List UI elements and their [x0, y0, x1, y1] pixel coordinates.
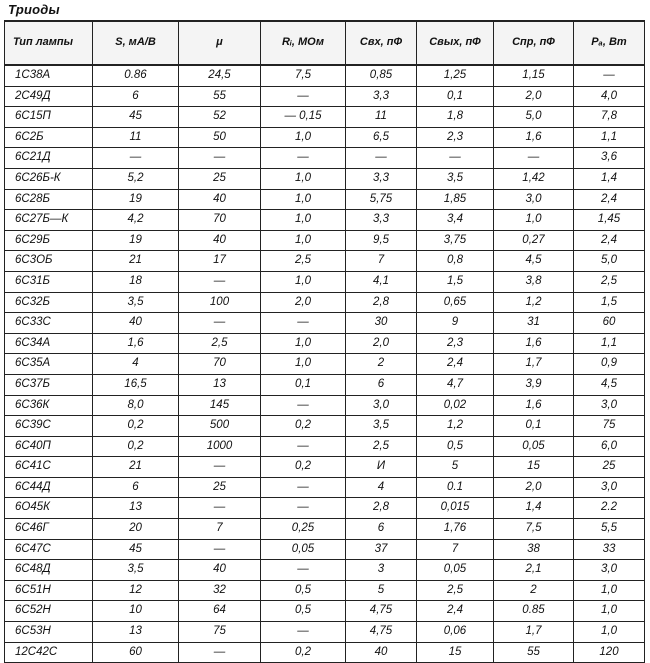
table-cell: 1,6 — [494, 395, 574, 416]
lamp-type-cell: 6С48Д — [5, 560, 93, 581]
lamp-type-cell: 6С47С — [5, 539, 93, 560]
table-cell: 2,4 — [417, 601, 494, 622]
table-row — [5, 292, 645, 313]
table-cell: — — [261, 622, 346, 643]
table-cell: 1000 — [179, 436, 261, 457]
table-cell: 16,5 — [93, 374, 179, 395]
table-cell: 3,9 — [494, 374, 574, 395]
lamp-type-cell: 6С44Д — [5, 477, 93, 498]
header-row — [5, 21, 645, 65]
table-cell: 45 — [93, 107, 179, 128]
table-row — [5, 395, 645, 416]
table-cell: 13 — [93, 498, 179, 519]
table-cell: 25 — [574, 457, 645, 478]
table-cell: 60 — [93, 642, 179, 663]
table-cell: 1,0 — [261, 333, 346, 354]
table-cell: 4,1 — [346, 271, 417, 292]
table-cell: 50 — [179, 127, 261, 148]
table-cell: 11 — [346, 107, 417, 128]
table-cell: — — [261, 477, 346, 498]
table-cell: 2,5 — [574, 271, 645, 292]
table-cell: 4,5 — [574, 374, 645, 395]
table-cell: 9,5 — [346, 230, 417, 251]
table-cell: 0,02 — [417, 395, 494, 416]
table-cell: 0,1 — [417, 86, 494, 107]
table-cell: — 0,15 — [261, 107, 346, 128]
table-cell: — — [261, 148, 346, 169]
table-cell: 1,5 — [417, 271, 494, 292]
table-cell: 1,45 — [574, 210, 645, 231]
table-cell: 2,8 — [346, 292, 417, 313]
table-cell: 1,6 — [494, 333, 574, 354]
table-cell: 1,0 — [261, 271, 346, 292]
table-row — [5, 477, 645, 498]
lamp-type-cell: 6С31Б — [5, 271, 93, 292]
table-cell: 0.86 — [93, 65, 179, 86]
table-cell: 4,0 — [574, 86, 645, 107]
table-cell: 1,0 — [574, 622, 645, 643]
table-cell: — — [261, 86, 346, 107]
table-cell: 1,2 — [494, 292, 574, 313]
table-cell: 0,5 — [261, 580, 346, 601]
table-cell: 75 — [179, 622, 261, 643]
table-row — [5, 642, 645, 663]
lamp-type-cell: 6С21Д — [5, 148, 93, 169]
table-cell: 5,0 — [494, 107, 574, 128]
table-cell: 5,75 — [346, 189, 417, 210]
table-cell: 40 — [179, 560, 261, 581]
table-cell: 38 — [494, 539, 574, 560]
table-cell: 0,27 — [494, 230, 574, 251]
table-cell: 1,85 — [417, 189, 494, 210]
lamp-type-cell: 6С39С — [5, 416, 93, 437]
table-cell: 1,5 — [574, 292, 645, 313]
table-cell: 19 — [93, 189, 179, 210]
table-cell: 2,1 — [494, 560, 574, 581]
column-header: μ — [179, 21, 261, 65]
table-cell: 500 — [179, 416, 261, 437]
lamp-type-cell: 6С2Б — [5, 127, 93, 148]
table-cell: 7 — [346, 251, 417, 272]
table-cell: 2,0 — [494, 477, 574, 498]
table-cell: 2,4 — [574, 189, 645, 210]
lamp-type-cell: 6О45К — [5, 498, 93, 519]
table-cell: 1,0 — [261, 168, 346, 189]
table-cell: 1,7 — [494, 622, 574, 643]
lamp-type-cell: 6С40П — [5, 436, 93, 457]
table-cell: 1,0 — [261, 230, 346, 251]
lamp-type-cell: 1С38А — [5, 65, 93, 86]
table-cell: — — [179, 457, 261, 478]
table-cell: — — [93, 148, 179, 169]
table-cell: — — [179, 313, 261, 334]
table-cell: — — [417, 148, 494, 169]
lamp-type-cell: 6С15П — [5, 107, 93, 128]
table-cell: 40 — [93, 313, 179, 334]
table-cell: 64 — [179, 601, 261, 622]
table-cell: 6 — [346, 374, 417, 395]
table-row — [5, 539, 645, 560]
table-cell: 0.1 — [417, 477, 494, 498]
table-cell: 31 — [494, 313, 574, 334]
table-cell: 2,5 — [261, 251, 346, 272]
table-cell: 1,76 — [417, 519, 494, 540]
table-cell: 1,0 — [261, 354, 346, 375]
table-cell: 0,05 — [417, 560, 494, 581]
column-header: Тип лампы — [5, 21, 93, 65]
table-row — [5, 271, 645, 292]
table-cell: 3,0 — [494, 189, 574, 210]
table-cell: — — [179, 642, 261, 663]
table-cell: 11 — [93, 127, 179, 148]
lamp-type-cell: 6С27Б—К — [5, 210, 93, 231]
table-row — [5, 374, 645, 395]
table-cell: 0,5 — [261, 601, 346, 622]
column-header: Cвых, пФ — [417, 21, 494, 65]
table-cell: 5,0 — [574, 251, 645, 272]
table-cell: 2,4 — [574, 230, 645, 251]
table-cell: 7 — [417, 539, 494, 560]
lamp-type-cell: 6С32Б — [5, 292, 93, 313]
table-cell: 1,4 — [494, 498, 574, 519]
table-cell: И — [346, 457, 417, 478]
table-cell: 2,3 — [417, 127, 494, 148]
table-cell: 3,75 — [417, 230, 494, 251]
lamp-type-cell: 6С3ОБ — [5, 251, 93, 272]
table-row — [5, 601, 645, 622]
lamp-type-cell: 6С41С — [5, 457, 93, 478]
lamp-type-cell: 6С26Б-К — [5, 168, 93, 189]
table-cell: 0,85 — [346, 65, 417, 86]
table-cell: 24,5 — [179, 65, 261, 86]
table-cell: 4,7 — [417, 374, 494, 395]
table-cell: 3,8 — [494, 271, 574, 292]
table-cell: 7,5 — [494, 519, 574, 540]
table-cell: 0,8 — [417, 251, 494, 272]
table-cell: 3,6 — [574, 148, 645, 169]
lamp-type-cell: 6С46Г — [5, 519, 93, 540]
lamp-type-cell: 6С36К — [5, 395, 93, 416]
table-cell: 2,8 — [346, 498, 417, 519]
table-row — [5, 127, 645, 148]
lamp-type-cell: 2С49Д — [5, 86, 93, 107]
table-cell: 0,2 — [93, 436, 179, 457]
table-cell: 0,5 — [417, 436, 494, 457]
table-cell: 1,6 — [93, 333, 179, 354]
table-cell: 0,2 — [261, 416, 346, 437]
table-row — [5, 622, 645, 643]
table-cell: 145 — [179, 395, 261, 416]
column-header: Cпр, пФ — [494, 21, 574, 65]
table-cell: 40 — [346, 642, 417, 663]
table-cell: 3,0 — [346, 395, 417, 416]
table-cell: 2.2 — [574, 498, 645, 519]
table-cell: 0,2 — [261, 457, 346, 478]
table-cell: — — [179, 539, 261, 560]
table-cell: 0,25 — [261, 519, 346, 540]
table-cell: 7 — [179, 519, 261, 540]
table-cell: 6,0 — [574, 436, 645, 457]
table-cell: 55 — [494, 642, 574, 663]
table-cell: 1,1 — [574, 127, 645, 148]
table-row — [5, 168, 645, 189]
table-cell: 0,9 — [574, 354, 645, 375]
table-cell: 1,1 — [574, 333, 645, 354]
table-row — [5, 519, 645, 540]
table-cell: — — [261, 498, 346, 519]
table-cell: 1,0 — [261, 210, 346, 231]
table-cell: 1,0 — [261, 127, 346, 148]
table-cell: 3,5 — [346, 416, 417, 437]
table-cell: 1,25 — [417, 65, 494, 86]
table-cell: 1,2 — [417, 416, 494, 437]
table-row — [5, 457, 645, 478]
lamp-type-cell: 6С37Б — [5, 374, 93, 395]
table-cell: 1,0 — [574, 601, 645, 622]
table-cell: — — [261, 395, 346, 416]
table-cell: 13 — [179, 374, 261, 395]
table-cell: 1,0 — [574, 580, 645, 601]
table-cell: 3,5 — [417, 168, 494, 189]
lamp-type-cell: 6С33С — [5, 313, 93, 334]
table-row — [5, 65, 645, 86]
table-cell: 17 — [179, 251, 261, 272]
table-cell: 6 — [346, 519, 417, 540]
table-row — [5, 436, 645, 457]
table-cell: — — [179, 498, 261, 519]
table-cell: 10 — [93, 601, 179, 622]
table-cell: 5,5 — [574, 519, 645, 540]
table-cell: 1,8 — [417, 107, 494, 128]
table-row — [5, 86, 645, 107]
table-cell: 40 — [179, 230, 261, 251]
table-cell: 1,4 — [574, 168, 645, 189]
table-cell: 0.85 — [494, 601, 574, 622]
table-cell: 20 — [93, 519, 179, 540]
table-cell: 2,5 — [179, 333, 261, 354]
table-cell: 3,4 — [417, 210, 494, 231]
table-cell: 19 — [93, 230, 179, 251]
table-cell: 0,05 — [261, 539, 346, 560]
table-cell: 32 — [179, 580, 261, 601]
table-cell: 0,015 — [417, 498, 494, 519]
lamp-type-cell: 6С53Н — [5, 622, 93, 643]
table-cell: 5,2 — [93, 168, 179, 189]
lamp-type-cell: 6С35А — [5, 354, 93, 375]
table-cell: 4 — [93, 354, 179, 375]
table-row — [5, 210, 645, 231]
table-row — [5, 107, 645, 128]
table-cell: 1,7 — [494, 354, 574, 375]
table-cell: 0,2 — [93, 416, 179, 437]
table-cell: 75 — [574, 416, 645, 437]
table-row — [5, 189, 645, 210]
table-row — [5, 498, 645, 519]
table-cell: — — [494, 148, 574, 169]
table-cell: 2,0 — [494, 86, 574, 107]
table-cell: — — [261, 560, 346, 581]
table-cell: 3,0 — [574, 477, 645, 498]
table-cell: 2,4 — [417, 354, 494, 375]
table-cell: 21 — [93, 457, 179, 478]
table-cell: 70 — [179, 210, 261, 231]
table-cell: 25 — [179, 477, 261, 498]
table-row — [5, 251, 645, 272]
table-cell: 2,5 — [417, 580, 494, 601]
table-cell: 3,0 — [574, 395, 645, 416]
table-cell: 4 — [346, 477, 417, 498]
table-cell: 100 — [179, 292, 261, 313]
table-cell: 7,5 — [261, 65, 346, 86]
table-cell: 6,5 — [346, 127, 417, 148]
table-row — [5, 333, 645, 354]
table-cell: 13 — [93, 622, 179, 643]
table-cell: 3,0 — [574, 560, 645, 581]
lamp-type-cell: 12С42С — [5, 642, 93, 663]
table-cell: 8,0 — [93, 395, 179, 416]
table-cell: 1,0 — [261, 189, 346, 210]
table-cell: 5 — [346, 580, 417, 601]
table-row — [5, 230, 645, 251]
table-row — [5, 313, 645, 334]
table-cell: 18 — [93, 271, 179, 292]
table-cell: 4,75 — [346, 622, 417, 643]
table-cell: 37 — [346, 539, 417, 560]
lamp-type-cell: 6С28Б — [5, 189, 93, 210]
lamp-type-cell: 6С29Б — [5, 230, 93, 251]
table-cell: 52 — [179, 107, 261, 128]
table-cell: 4,75 — [346, 601, 417, 622]
table-cell: 70 — [179, 354, 261, 375]
table-cell: 2,0 — [261, 292, 346, 313]
table-cell: 5 — [417, 457, 494, 478]
table-cell: 0,05 — [494, 436, 574, 457]
table-cell: 2,3 — [417, 333, 494, 354]
table-cell: 1,0 — [494, 210, 574, 231]
table-cell: 0,2 — [261, 642, 346, 663]
table-cell: 40 — [179, 189, 261, 210]
table-cell: 3,3 — [346, 86, 417, 107]
table-cell: 45 — [93, 539, 179, 560]
table-row — [5, 354, 645, 375]
table-cell: 60 — [574, 313, 645, 334]
table-cell: 3,3 — [346, 168, 417, 189]
column-header: Cвх, пФ — [346, 21, 417, 65]
table-cell: 0,1 — [261, 374, 346, 395]
table-cell: 3,5 — [93, 560, 179, 581]
table-cell: — — [179, 148, 261, 169]
table-cell: 0,1 — [494, 416, 574, 437]
table-cell: 15 — [417, 642, 494, 663]
table-cell: 25 — [179, 168, 261, 189]
table-cell: — — [574, 65, 645, 86]
table-cell: 3 — [346, 560, 417, 581]
table-cell: 15 — [494, 457, 574, 478]
table-cell: — — [346, 148, 417, 169]
table-cell: 2,0 — [346, 333, 417, 354]
table-cell: 120 — [574, 642, 645, 663]
table-cell: 1,6 — [494, 127, 574, 148]
column-header: Rᵢ, МОм — [261, 21, 346, 65]
table-cell: 9 — [417, 313, 494, 334]
table-cell: 0,06 — [417, 622, 494, 643]
table-cell: 7,8 — [574, 107, 645, 128]
table-cell: — — [179, 271, 261, 292]
table-cell: 2 — [494, 580, 574, 601]
column-header: Pₐ, Вт — [574, 21, 645, 65]
table-cell: 1,15 — [494, 65, 574, 86]
table-cell: 6 — [93, 477, 179, 498]
table-cell: 6 — [93, 86, 179, 107]
table-cell: 4,2 — [93, 210, 179, 231]
table-row — [5, 148, 645, 169]
table-cell: 3,5 — [93, 292, 179, 313]
table-cell: 55 — [179, 86, 261, 107]
table-cell: 3,3 — [346, 210, 417, 231]
table-cell: 30 — [346, 313, 417, 334]
table-row — [5, 580, 645, 601]
table-cell: 4,5 — [494, 251, 574, 272]
table-cell: 33 — [574, 539, 645, 560]
column-header: S, мА/В — [93, 21, 179, 65]
lamp-type-cell: 6С52Н — [5, 601, 93, 622]
table-cell: — — [261, 436, 346, 457]
table-caption: Триоды — [8, 2, 60, 17]
table-cell: 2,5 — [346, 436, 417, 457]
table-cell: 0,65 — [417, 292, 494, 313]
lamp-type-cell: 6С34А — [5, 333, 93, 354]
table-row — [5, 560, 645, 581]
table-cell: 1,42 — [494, 168, 574, 189]
table-row — [5, 416, 645, 437]
table-cell: 21 — [93, 251, 179, 272]
lamp-type-cell: 6С51Н — [5, 580, 93, 601]
table-body — [5, 65, 645, 663]
triodes-table — [4, 20, 645, 663]
table-cell: 2 — [346, 354, 417, 375]
table-cell: — — [261, 313, 346, 334]
table-cell: 12 — [93, 580, 179, 601]
